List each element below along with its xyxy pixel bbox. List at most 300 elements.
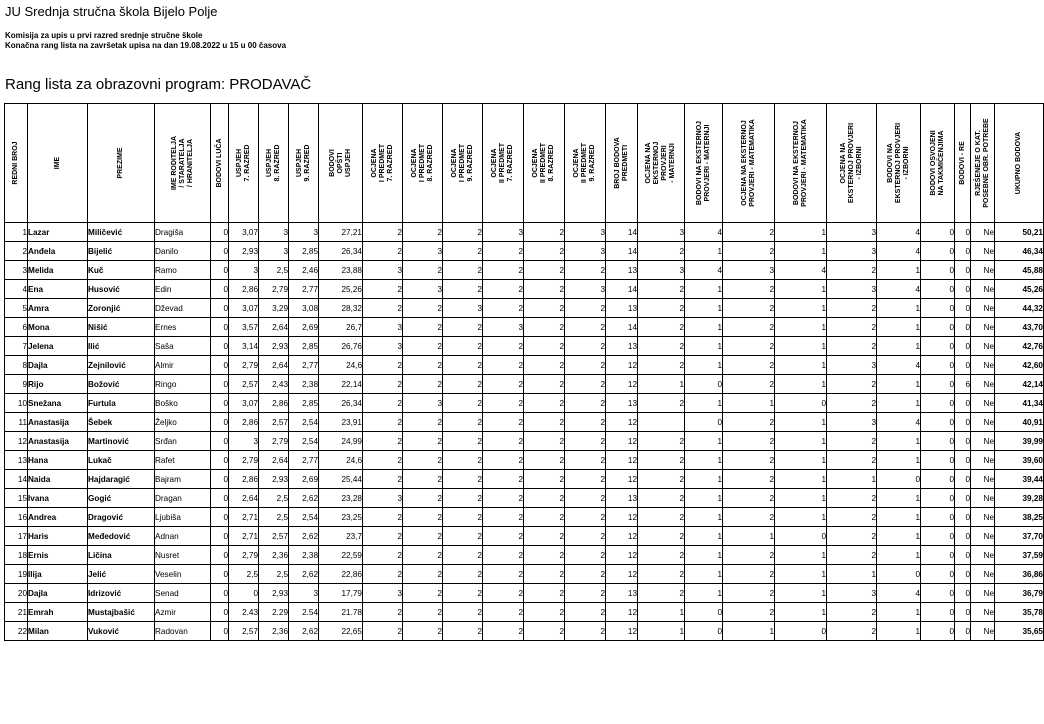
- table-cell: 2,54: [289, 508, 319, 527]
- table-cell: 2: [443, 432, 483, 451]
- table-cell: 0: [211, 546, 229, 565]
- table-cell: 23,7: [319, 527, 363, 546]
- table-cell: Husović: [88, 280, 155, 299]
- table-cell: 2: [363, 356, 403, 375]
- table-cell: 12: [606, 622, 638, 641]
- table-cell: 1: [877, 508, 921, 527]
- table-cell: 1: [775, 489, 827, 508]
- table-row: [5, 432, 1044, 451]
- table-cell: Srđan: [155, 432, 211, 451]
- table-cell: 2,5: [259, 489, 289, 508]
- table-cell: Ne: [971, 451, 995, 470]
- table-cell: 2: [483, 413, 524, 432]
- table-cell: 13: [606, 337, 638, 356]
- table-cell: [638, 413, 685, 432]
- table-cell: 2,77: [289, 451, 319, 470]
- table-cell: 2: [483, 432, 524, 451]
- table-cell: 2: [565, 451, 606, 470]
- column-header: [229, 104, 259, 223]
- table-cell: 3: [443, 299, 483, 318]
- table-cell: Dragović: [88, 508, 155, 527]
- table-cell: 2,79: [229, 451, 259, 470]
- table-row: [5, 470, 1044, 489]
- column-header: [211, 104, 229, 223]
- table-cell: 17,79: [319, 584, 363, 603]
- table-cell: 2: [403, 470, 443, 489]
- table-cell: Jelić: [88, 565, 155, 584]
- table-cell: 39,60: [995, 451, 1044, 470]
- table-row: [5, 299, 1044, 318]
- table-cell: 0: [685, 622, 723, 641]
- table-cell: 2: [363, 242, 403, 261]
- table-cell: 1: [877, 318, 921, 337]
- table-cell: 2: [443, 337, 483, 356]
- table-cell: 2: [443, 584, 483, 603]
- table-row: [5, 584, 1044, 603]
- table-cell: 18: [5, 546, 28, 565]
- table-cell: 0: [955, 432, 971, 451]
- table-cell: 1: [775, 565, 827, 584]
- table-cell: 12: [606, 508, 638, 527]
- table-cell: Naida: [28, 470, 88, 489]
- table-cell: 0: [211, 394, 229, 413]
- table-row: [5, 280, 1044, 299]
- table-cell: 0: [211, 584, 229, 603]
- table-row: [5, 622, 1044, 641]
- table-cell: 50,21: [995, 223, 1044, 242]
- column-header: [289, 104, 319, 223]
- table-cell: 3: [289, 223, 319, 242]
- table-cell: 24,6: [319, 356, 363, 375]
- table-cell: Ne: [971, 375, 995, 394]
- table-cell: 2,43: [259, 375, 289, 394]
- table-cell: 3: [565, 242, 606, 261]
- column-header-label: OCJENA NA EKSTERNOJ PROVJERI - MATERNJI: [645, 141, 676, 185]
- table-row: [5, 413, 1044, 432]
- table-cell: 3,57: [229, 318, 259, 337]
- rank-table: [4, 103, 1044, 641]
- table-cell: 4: [685, 261, 723, 280]
- table-cell: 0: [921, 527, 955, 546]
- table-cell: 2: [524, 299, 565, 318]
- column-header-label: OCJENA II PREDMET 7. RAZRED: [491, 142, 514, 184]
- table-cell: Anastasija: [28, 432, 88, 451]
- table-cell: 0: [685, 603, 723, 622]
- table-cell: 0: [955, 223, 971, 242]
- table-cell: 1: [877, 622, 921, 641]
- column-header: [638, 104, 685, 223]
- table-cell: 2: [363, 375, 403, 394]
- table-cell: 43,70: [995, 318, 1044, 337]
- table-cell: 2: [443, 603, 483, 622]
- table-cell: 2,64: [259, 451, 289, 470]
- column-header: [995, 104, 1044, 223]
- table-cell: 2,5: [259, 508, 289, 527]
- column-header: [363, 104, 403, 223]
- table-cell: 2: [443, 489, 483, 508]
- table-cell: 2: [565, 584, 606, 603]
- table-cell: 2,64: [229, 489, 259, 508]
- table-cell: 3: [5, 261, 28, 280]
- table-cell: 21.78: [319, 603, 363, 622]
- table-cell: 4: [877, 356, 921, 375]
- table-cell: 1: [775, 432, 827, 451]
- table-cell: 0: [955, 337, 971, 356]
- table-cell: 2: [827, 622, 877, 641]
- table-cell: 1: [877, 527, 921, 546]
- table-cell: 4: [877, 242, 921, 261]
- table-cell: 40,91: [995, 413, 1044, 432]
- table-cell: 2,77: [289, 356, 319, 375]
- table-cell: Andrea: [28, 508, 88, 527]
- table-cell: 26,76: [319, 337, 363, 356]
- table-cell: 0: [211, 413, 229, 432]
- table-cell: 1: [775, 299, 827, 318]
- table-cell: 4: [877, 280, 921, 299]
- table-cell: 1: [877, 489, 921, 508]
- table-cell: 2: [723, 337, 775, 356]
- table-cell: 2: [524, 451, 565, 470]
- table-cell: 11: [5, 413, 28, 432]
- table-cell: 2: [403, 603, 443, 622]
- table-cell: 2,57: [259, 413, 289, 432]
- table-cell: 2: [483, 375, 524, 394]
- table-row: [5, 546, 1044, 565]
- table-cell: 10: [5, 394, 28, 413]
- column-header: [606, 104, 638, 223]
- table-cell: 12: [606, 432, 638, 451]
- table-cell: Zoronjić: [88, 299, 155, 318]
- table-cell: 26,34: [319, 242, 363, 261]
- table-cell: 2,46: [289, 261, 319, 280]
- table-cell: 2,57: [229, 375, 259, 394]
- table-cell: Azmir: [155, 603, 211, 622]
- table-cell: 1: [685, 432, 723, 451]
- table-cell: 2,57: [259, 527, 289, 546]
- table-cell: 2: [443, 470, 483, 489]
- table-cell: 2: [524, 280, 565, 299]
- table-cell: Ne: [971, 299, 995, 318]
- table-cell: 3: [289, 584, 319, 603]
- table-cell: 0: [211, 603, 229, 622]
- table-cell: 13: [606, 584, 638, 603]
- table-cell: 1: [723, 527, 775, 546]
- table-cell: 3: [229, 261, 259, 280]
- table-cell: 2: [524, 223, 565, 242]
- table-cell: 2: [524, 603, 565, 622]
- table-cell: 0: [955, 470, 971, 489]
- table-cell: Ne: [971, 242, 995, 261]
- table-cell: 2: [483, 394, 524, 413]
- table-cell: 1: [775, 451, 827, 470]
- table-cell: 0: [211, 261, 229, 280]
- table-cell: 4: [877, 223, 921, 242]
- rank-list-title: Rang lista za obrazovni program: PRODAVAČ: [5, 76, 312, 93]
- table-cell: 2,85: [289, 242, 319, 261]
- table-cell: 2: [638, 337, 685, 356]
- table-cell: 2: [483, 546, 524, 565]
- table-cell: 2,57: [229, 622, 259, 641]
- table-cell: 2: [827, 546, 877, 565]
- table-cell: 3: [363, 261, 403, 280]
- table-body: [5, 223, 1044, 641]
- table-cell: 13: [606, 261, 638, 280]
- table-cell: Lazar: [28, 223, 88, 242]
- table-cell: 0: [921, 318, 955, 337]
- table-cell: 2: [524, 565, 565, 584]
- table-cell: 0: [921, 432, 955, 451]
- table-cell: Dragan: [155, 489, 211, 508]
- table-cell: 0: [955, 299, 971, 318]
- table-cell: 1: [877, 375, 921, 394]
- table-cell: 0: [921, 489, 955, 508]
- table-cell: 0: [921, 375, 955, 394]
- table-cell: 3,14: [229, 337, 259, 356]
- table-cell: 3: [827, 413, 877, 432]
- table-cell: 2: [565, 337, 606, 356]
- commission-info: [5, 31, 286, 51]
- table-cell: Ernes: [155, 318, 211, 337]
- table-cell: 6: [955, 375, 971, 394]
- table-cell: Ivana: [28, 489, 88, 508]
- table-cell: 13: [606, 299, 638, 318]
- table-cell: 0: [955, 394, 971, 413]
- table-cell: 0: [211, 337, 229, 356]
- table-cell: Ne: [971, 356, 995, 375]
- table-cell: Haris: [28, 527, 88, 546]
- table-cell: 0: [211, 508, 229, 527]
- table-cell: 2: [363, 546, 403, 565]
- table-cell: Senad: [155, 584, 211, 603]
- table-cell: 1: [775, 242, 827, 261]
- table-cell: 0: [921, 508, 955, 527]
- table-cell: 2: [483, 451, 524, 470]
- table-cell: 2: [723, 565, 775, 584]
- table-cell: Ne: [971, 622, 995, 641]
- column-header: [259, 104, 289, 223]
- table-cell: 2: [827, 603, 877, 622]
- table-cell: 45,26: [995, 280, 1044, 299]
- table-cell: 1: [775, 470, 827, 489]
- table-cell: 2,36: [259, 622, 289, 641]
- table-cell: 2: [565, 508, 606, 527]
- table-cell: 2.54: [289, 603, 319, 622]
- table-cell: 0: [955, 508, 971, 527]
- school-name: JU Srednja stručna škola Bijelo Polje: [5, 4, 218, 19]
- table-cell: 2: [827, 318, 877, 337]
- table-cell: 9: [5, 375, 28, 394]
- table-cell: 2: [827, 299, 877, 318]
- table-cell: 0: [955, 527, 971, 546]
- table-cell: 2: [524, 489, 565, 508]
- table-cell: 1: [638, 603, 685, 622]
- table-cell: 12: [606, 546, 638, 565]
- table-row: [5, 223, 1044, 242]
- table-cell: 0: [229, 584, 259, 603]
- table-cell: Melida: [28, 261, 88, 280]
- table-cell: 2: [524, 337, 565, 356]
- table-cell: 2: [723, 470, 775, 489]
- column-header-label: OCJENA I PREDMET 7. RAZRED: [370, 143, 394, 183]
- table-cell: 2: [524, 432, 565, 451]
- table-cell: 24,99: [319, 432, 363, 451]
- table-cell: 2: [403, 508, 443, 527]
- table-cell: 2: [827, 508, 877, 527]
- table-cell: 1: [877, 394, 921, 413]
- table-cell: 2: [403, 584, 443, 603]
- table-cell: 2: [827, 375, 877, 394]
- table-cell: 0: [685, 375, 723, 394]
- table-cell: Ilija: [28, 565, 88, 584]
- table-cell: 2: [827, 337, 877, 356]
- table-cell: 1: [775, 508, 827, 527]
- table-cell: Mona: [28, 318, 88, 337]
- table-cell: 2,5: [259, 565, 289, 584]
- table-cell: 12: [606, 413, 638, 432]
- table-cell: 1: [877, 432, 921, 451]
- table-cell: 2,85: [289, 394, 319, 413]
- table-cell: Vuković: [88, 622, 155, 641]
- table-cell: 2: [524, 584, 565, 603]
- column-header: [88, 104, 155, 223]
- table-cell: 2: [443, 527, 483, 546]
- table-cell: 2,62: [289, 527, 319, 546]
- table-cell: Ne: [971, 337, 995, 356]
- table-cell: 2: [524, 546, 565, 565]
- table-cell: 35,65: [995, 622, 1044, 641]
- table-cell: 23,28: [319, 489, 363, 508]
- table-cell: 2: [443, 242, 483, 261]
- table-cell: 0: [921, 584, 955, 603]
- table-cell: 0: [211, 527, 229, 546]
- table-cell: Ramo: [155, 261, 211, 280]
- table-cell: 2: [363, 565, 403, 584]
- table-cell: 2: [524, 413, 565, 432]
- table-cell: 3: [723, 261, 775, 280]
- table-cell: 45,88: [995, 261, 1044, 280]
- table-cell: 1: [775, 603, 827, 622]
- table-cell: 2: [483, 527, 524, 546]
- table-cell: 1: [685, 489, 723, 508]
- table-cell: Miličević: [88, 223, 155, 242]
- table-cell: 2,64: [259, 318, 289, 337]
- table-cell: 2: [363, 299, 403, 318]
- column-header-label: UKUPNO BODOVA: [1015, 131, 1022, 195]
- table-row: [5, 565, 1044, 584]
- commission-line-1: Komisija za upis u prvi razred srednje stručne škole: [5, 31, 203, 40]
- table-cell: 3: [403, 394, 443, 413]
- table-cell: 2: [638, 394, 685, 413]
- table-cell: Anastasija: [28, 413, 88, 432]
- table-cell: 37,59: [995, 546, 1044, 565]
- table-cell: 2: [403, 451, 443, 470]
- table-cell: 2: [638, 584, 685, 603]
- table-cell: 23,25: [319, 508, 363, 527]
- table-cell: 23,91: [319, 413, 363, 432]
- table-cell: 2: [443, 356, 483, 375]
- table-cell: 1: [685, 470, 723, 489]
- commission-line-2: Konačna rang lista na završetak upisa na dan 19.08.2022 u 15 u 00 časova: [5, 41, 287, 50]
- table-cell: Ne: [971, 603, 995, 622]
- table-cell: 3: [483, 318, 524, 337]
- table-cell: 2: [524, 508, 565, 527]
- table-row: [5, 337, 1044, 356]
- table-cell: 2: [638, 565, 685, 584]
- table-cell: 2: [565, 527, 606, 546]
- table-cell: 2: [827, 451, 877, 470]
- table-cell: 2: [403, 223, 443, 242]
- table-cell: 0: [921, 622, 955, 641]
- table-cell: 2: [403, 565, 443, 584]
- table-cell: 2,62: [289, 622, 319, 641]
- table-cell: 2: [363, 451, 403, 470]
- table-row: [5, 318, 1044, 337]
- table-cell: 1: [827, 470, 877, 489]
- table-cell: 2,93: [259, 337, 289, 356]
- table-cell: 2: [565, 432, 606, 451]
- table-cell: 1: [827, 565, 877, 584]
- table-cell: Zejnilović: [88, 356, 155, 375]
- column-header-label: OCJENA NA EKSTERNOJ PROVJERI - MATEMATIKA: [740, 119, 756, 207]
- table-cell: Gogić: [88, 489, 155, 508]
- table-cell: 1: [775, 584, 827, 603]
- table-row: [5, 489, 1044, 508]
- table-cell: 2: [363, 223, 403, 242]
- table-cell: 2: [524, 356, 565, 375]
- table-row: [5, 527, 1044, 546]
- column-header-label: BODOVI - RE: [958, 141, 966, 185]
- table-cell: Ena: [28, 280, 88, 299]
- table-cell: 2: [403, 318, 443, 337]
- table-cell: 2: [524, 375, 565, 394]
- table-cell: 0: [955, 546, 971, 565]
- table-cell: 2: [403, 375, 443, 394]
- table-cell: 0: [211, 375, 229, 394]
- column-header: [827, 104, 877, 223]
- table-cell: 16: [5, 508, 28, 527]
- table-cell: 2: [443, 508, 483, 527]
- table-cell: 0: [211, 565, 229, 584]
- table-row: [5, 508, 1044, 527]
- table-cell: 2: [363, 394, 403, 413]
- table-cell: 12: [606, 470, 638, 489]
- table-cell: 42,76: [995, 337, 1044, 356]
- table-cell: 2: [443, 280, 483, 299]
- table-cell: 3: [259, 242, 289, 261]
- table-cell: 2: [723, 508, 775, 527]
- table-cell: 2,54: [289, 432, 319, 451]
- table-cell: 2,62: [289, 565, 319, 584]
- table-cell: 2: [363, 603, 403, 622]
- table-cell: 26,34: [319, 394, 363, 413]
- table-cell: 0: [921, 451, 955, 470]
- table-cell: 14: [606, 280, 638, 299]
- table-cell: 2: [565, 470, 606, 489]
- table-cell: 0: [955, 261, 971, 280]
- column-header: [28, 104, 88, 223]
- table-cell: 2: [443, 413, 483, 432]
- table-cell: 13: [606, 489, 638, 508]
- table-cell: 2: [403, 489, 443, 508]
- table-cell: 2: [638, 489, 685, 508]
- table-cell: 1: [775, 223, 827, 242]
- table-cell: Nišić: [88, 318, 155, 337]
- table-cell: 2: [565, 261, 606, 280]
- table-cell: 2: [638, 432, 685, 451]
- table-cell: 2.29: [259, 603, 289, 622]
- table-cell: 2,5: [259, 261, 289, 280]
- table-cell: Ne: [971, 280, 995, 299]
